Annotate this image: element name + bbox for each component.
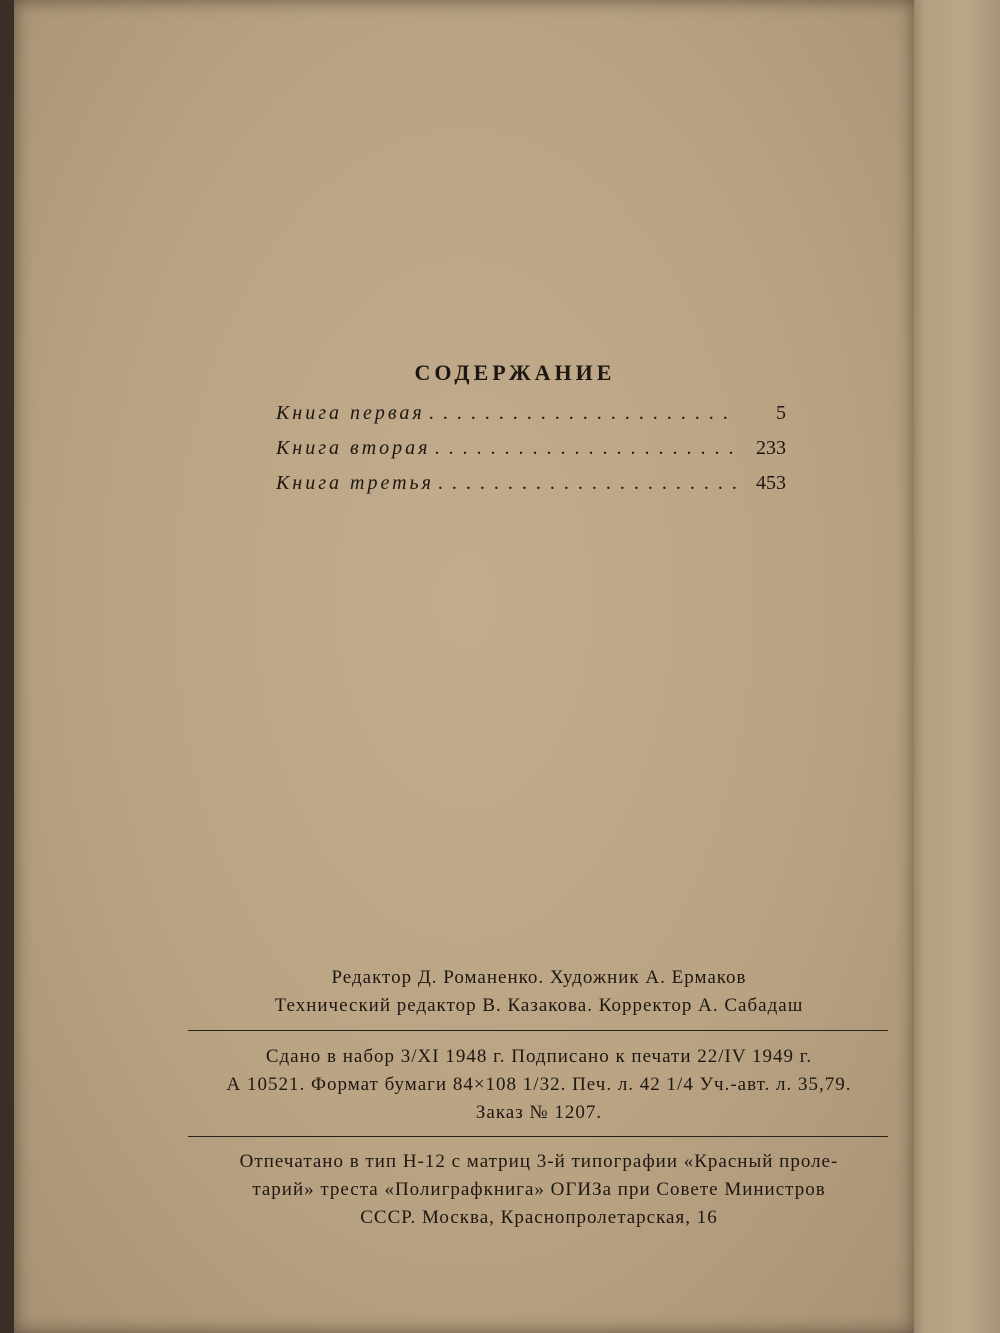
toc-leader-dots	[434, 437, 738, 460]
book-page	[14, 0, 914, 1333]
printer-line: СССР. Москва, Краснопролетарская, 16	[360, 1207, 718, 1228]
toc-entry[interactable]	[276, 472, 786, 502]
next-page-edge	[908, 0, 1000, 1333]
toc-leader-dots	[438, 472, 738, 495]
staff-line: Технический редактор В. Казакова. Корректор А. Сабадаш	[274, 995, 804, 1016]
divider-line	[188, 1030, 888, 1031]
toc-entry-page: 233	[756, 437, 786, 459]
toc-entry[interactable]	[276, 402, 786, 432]
staff-line: Редактор Д. Романенко. Художник А. Ермаков	[331, 967, 747, 988]
print-info-line: Сдано в набор 3/XI 1948 г. Подписано к печати 22/IV 1949 г.	[265, 1046, 813, 1067]
print-info-line: А 10521. Формат бумаги 84×108 1/32. Печ. л. 42 1/4 Уч.-авт. л. 35,79.	[226, 1074, 852, 1095]
toc-title: СОДЕРЖАНИЕ	[414, 360, 616, 385]
staff-credits	[184, 964, 894, 1020]
toc-entry-page: 453	[756, 472, 786, 494]
print-info	[184, 1043, 894, 1127]
toc-entry-label: Книга третья	[276, 472, 434, 494]
toc-leader-dots	[429, 402, 738, 425]
printer-line: тарий» треста «Полиграфкнига» ОГИЗа при Совете Министров	[252, 1179, 826, 1200]
toc-entry-label: Книга вторая	[276, 437, 431, 459]
divider-line	[188, 1136, 888, 1137]
printer-line: Отпечатано в тип Н-12 с матриц 3-й типографии «Красный проле-	[239, 1151, 839, 1172]
printer-info	[184, 1148, 894, 1232]
toc-entry[interactable]	[276, 437, 786, 467]
toc-entry-page: 5	[776, 402, 786, 424]
print-info-line: Заказ № 1207.	[475, 1102, 603, 1123]
toc-entry-label: Книга первая	[276, 402, 425, 424]
